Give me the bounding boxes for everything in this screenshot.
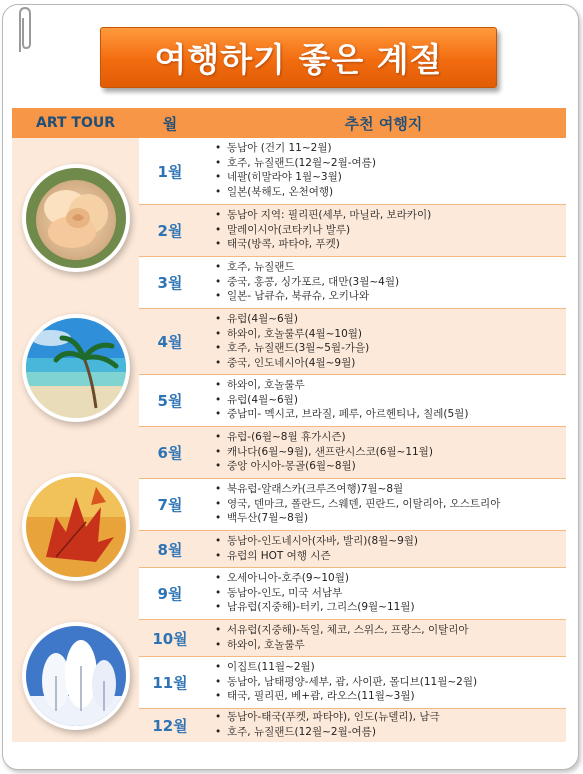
month-label: 5월: [157, 392, 183, 410]
table-row: [139, 568, 566, 620]
list-item: • 하와이, 호놀룰루: [215, 378, 566, 393]
schedule-rows: [139, 138, 566, 742]
list-item: • 태국, 필리핀, 베+괌, 라오스(11월~3월): [215, 689, 566, 704]
destination-list: [201, 479, 566, 530]
month-label: 9월: [157, 585, 183, 603]
list-item: • 북유럽-알래스카(크루즈여행)7월~8월: [215, 482, 566, 497]
header-month: 월: [162, 114, 178, 133]
month-label: 11월: [152, 674, 188, 692]
list-item: • 호주, 뉴질랜드(12월~2월-여름): [215, 725, 566, 740]
month-label: 4월: [157, 333, 183, 351]
snow-trees-photo: [26, 626, 126, 726]
destination-list: [201, 427, 566, 478]
list-item: • 호주, 뉴질랜드(3월~5월-가을): [215, 341, 566, 356]
destination-list: [201, 657, 566, 708]
list-item: • 서유럽(지중해)-독일, 체코, 스위스, 프랑스, 이탈리아: [215, 623, 566, 638]
list-item: • 유럽(4월~6월): [215, 312, 566, 327]
table-row: [139, 309, 566, 375]
list-item: • 동남아-인도네시아(자바, 발리)(8월~9월): [215, 534, 566, 549]
destination-list: [201, 531, 566, 567]
list-item: • 호주, 뉴질랜드(12월~2월-여름): [215, 156, 566, 171]
photo-column: [12, 138, 139, 742]
list-item: • 캐나다(6월~9월), 샌프란시스코(6월~11월): [215, 445, 566, 460]
list-item: • 말레이시아(코타키나 발루): [215, 223, 566, 238]
list-item: • 남유럽(지중해)-터키, 그리스(9월~11월): [215, 600, 566, 615]
month-label: 2월: [157, 222, 183, 240]
list-item: • 오세아니아-호주(9~10월): [215, 571, 566, 586]
month-label: 10월: [152, 629, 188, 648]
list-item: • 하와이, 호놀룰루(4월~10월): [215, 327, 566, 342]
rose-photo: [26, 168, 126, 268]
list-item: • 태국(방콕, 파타야, 푸켓): [215, 237, 566, 252]
list-item: • 동남아 (건기 11~2월): [215, 141, 566, 156]
list-item: • 유럽(4월~6월): [215, 393, 566, 408]
list-item: • 동남아 지역: 필리핀(세부, 마닐라, 보라카이): [215, 208, 566, 223]
destination-list: [201, 620, 566, 656]
month-label: 12월: [152, 717, 188, 735]
list-item: • 동남아-인도, 미국 서남부: [215, 586, 566, 601]
list-item: • 중앙 아시아-몽골(6월~8월): [215, 459, 566, 474]
table-row: [139, 479, 566, 531]
destination-list: [201, 257, 566, 308]
paperclip-icon: [14, 6, 34, 56]
table-row: [139, 657, 566, 709]
destination-list: [201, 309, 566, 374]
page-title: 여행하기 좋은 계절: [154, 40, 443, 79]
header-art-tour: ART TOUR: [35, 115, 115, 131]
list-item: • 동남아, 남태평양-세부, 괌, 사이판, 몰디브(11월~2월): [215, 675, 566, 690]
list-item: • 동남아-태국(푸켓, 파타야), 인도(뉴델리), 남극: [215, 710, 566, 725]
header-destinations: 추천 여행지: [344, 114, 423, 133]
table-row: [139, 620, 566, 657]
month-label: 8월: [157, 540, 183, 559]
list-item: • 중국, 인도네시아(4월~9월): [215, 356, 566, 371]
list-item: • 하와이, 호놀룰루: [215, 638, 566, 653]
autumn-leaf-photo: [26, 477, 126, 577]
destination-list: [201, 375, 566, 426]
beach-photo: [26, 318, 126, 418]
destination-list: [201, 709, 566, 742]
table-row: [139, 205, 566, 257]
list-item: • 호주, 뉴질랜드: [215, 260, 566, 275]
destination-list: [201, 568, 566, 619]
list-item: • 네팔(히말라야 1월~3월): [215, 170, 566, 185]
list-item: • 중남미- 멕시코, 브라질, 페루, 아르헨티나, 칠레(5월): [215, 407, 566, 422]
month-label: 3월: [157, 274, 183, 292]
list-item: • 중국, 홍콩, 싱가포르, 대만(3월~4월): [215, 275, 566, 290]
table-row: [139, 138, 566, 205]
table-row: [139, 257, 566, 309]
list-item: • 이집트(11월~2월): [215, 660, 566, 675]
destination-list: [201, 138, 566, 204]
list-item: • 유럽-(6월~8월 휴가시즌): [215, 430, 566, 445]
list-item: • 영국, 덴마크, 폴란드, 스웨덴, 핀란드, 이탈리아, 오스트리아: [215, 497, 566, 512]
table-row: [139, 375, 566, 427]
month-label: 1월: [157, 162, 183, 181]
title-banner: [100, 27, 497, 88]
table-row: [139, 531, 566, 568]
destination-list: [201, 205, 566, 256]
travel-table: [12, 108, 566, 742]
table-row: [139, 427, 566, 479]
list-item: • 백두산(7월~8월): [215, 511, 566, 526]
list-item: • 유럽의 HOT 여행 시즌: [215, 549, 566, 564]
table-header: [12, 108, 566, 138]
list-item: • 일본(북해도, 온천여행): [215, 185, 566, 200]
list-item: • 일본- 남큐슈, 북큐슈, 오키나와: [215, 289, 566, 304]
table-row: [139, 709, 566, 742]
month-label: 6월: [157, 444, 183, 462]
month-label: 7월: [157, 496, 183, 514]
